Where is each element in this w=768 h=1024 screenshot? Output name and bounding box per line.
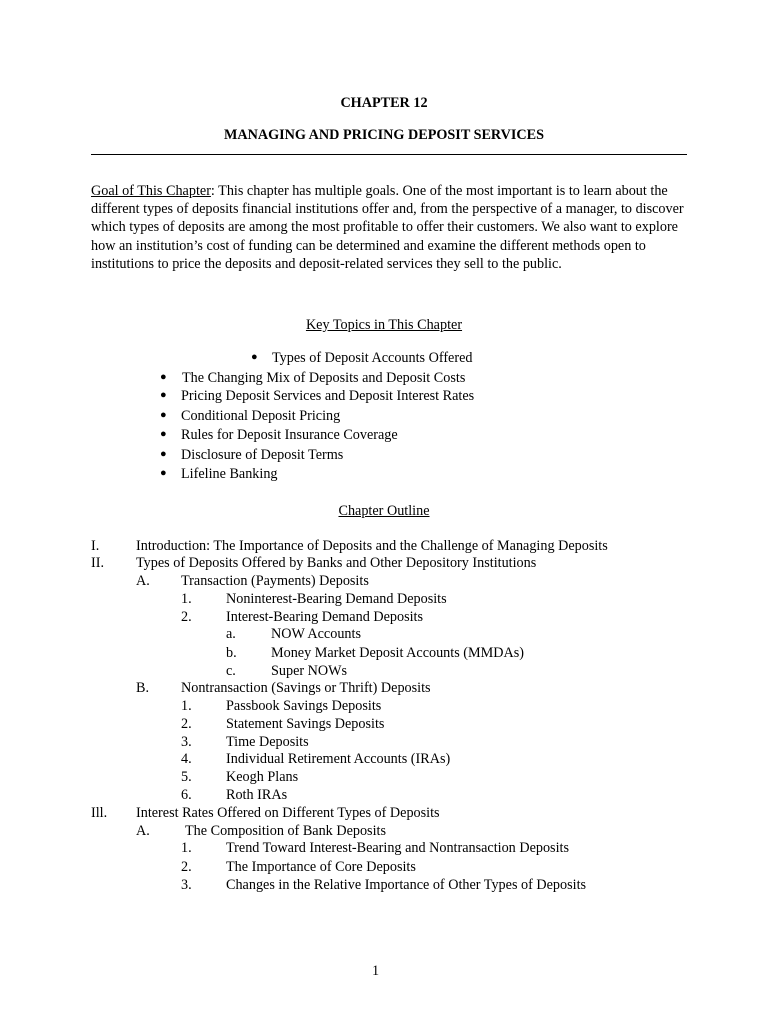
outline-item: Passbook Savings Deposits: [226, 698, 382, 714]
outline-number: 3.: [181, 734, 192, 750]
outline-number: B.: [136, 680, 150, 696]
outline-item: The Importance of Core Deposits: [226, 859, 416, 875]
outline-item: Types of Deposits Offered by Banks and Other Depository Institutions: [136, 555, 537, 571]
page-number: 1: [372, 963, 380, 979]
bullet-icon: ●: [160, 467, 167, 479]
key-topic-item: The Changing Mix of Deposits and Deposit Costs: [182, 370, 466, 386]
bullet-icon: ●: [160, 428, 167, 440]
key-topics-heading: Key Topics in This Chapter: [305, 317, 463, 333]
outline-item: Introduction: The Importance of Deposits and the Challenge of Managing Deposits: [136, 538, 608, 554]
outline-item: NOW Accounts: [271, 626, 361, 642]
key-topic-item: Rules for Deposit Insurance Coverage: [181, 427, 398, 443]
outline-item: Changes in the Relative Importance of Other Types of Deposits: [226, 877, 587, 893]
outline-item: Trend Toward Interest-Bearing and Nontransaction Deposits: [226, 840, 569, 856]
outline-number: Ill.: [91, 805, 108, 821]
chapter-outline-heading: Chapter Outline: [338, 503, 430, 519]
outline-item: Noninterest-Bearing Demand Deposits: [226, 591, 447, 607]
outline-number: 2.: [181, 859, 192, 875]
outline-item: Statement Savings Deposits: [226, 716, 385, 732]
outline-number: c.: [226, 663, 236, 679]
outline-item: Money Market Deposit Accounts (MMDAs): [271, 645, 524, 661]
outline-number: II.: [91, 555, 104, 571]
outline-item: Nontransaction (Savings or Thrift) Deposits: [181, 680, 431, 696]
key-topic-item: Pricing Deposit Services and Deposit Interest Rates: [181, 388, 475, 404]
goal-paragraph: [91, 182, 691, 273]
outline-number: 1.: [181, 840, 192, 856]
outline-number: 3.: [181, 877, 192, 893]
outline-number: 2.: [181, 609, 192, 625]
key-topic-item: Conditional Deposit Pricing: [181, 408, 341, 424]
goal-label: Goal of This Chapter: [91, 183, 211, 199]
key-topic-item: Lifeline Banking: [181, 466, 278, 482]
outline-number: 1.: [181, 698, 192, 714]
outline-number: 6.: [181, 787, 192, 803]
bullet-icon: ●: [160, 371, 167, 383]
outline-item: Super NOWs: [271, 663, 348, 679]
outline-number: 5.: [181, 769, 192, 785]
outline-item: The Composition of Bank Deposits: [185, 823, 386, 839]
outline-item: Roth IRAs: [226, 787, 288, 803]
chapter-number: CHAPTER 12: [340, 95, 428, 111]
outline-item: Interest Rates Offered on Different Types of Deposits: [136, 805, 440, 821]
outline-number: I.: [91, 538, 100, 554]
bullet-icon: ●: [160, 409, 167, 421]
title-divider: [91, 154, 687, 155]
outline-number: 4.: [181, 751, 192, 767]
outline-item: Time Deposits: [226, 734, 309, 750]
outline-number: 1.: [181, 591, 192, 607]
outline-item: Transaction (Payments) Deposits: [181, 573, 369, 589]
outline-number: a.: [226, 626, 236, 642]
outline-number: 2.: [181, 716, 192, 732]
bullet-icon: ●: [251, 351, 258, 363]
bullet-icon: ●: [160, 448, 167, 460]
chapter-title: MANAGING AND PRICING DEPOSIT SERVICES: [223, 127, 545, 143]
outline-number: b.: [226, 645, 237, 661]
outline-item: Individual Retirement Accounts (IRAs): [226, 751, 451, 767]
bullet-icon: ●: [160, 389, 167, 401]
outline-item: Interest-Bearing Demand Deposits: [226, 609, 423, 625]
key-topic-item: Types of Deposit Accounts Offered: [272, 350, 473, 366]
outline-number: A.: [136, 823, 150, 839]
outline-item: Keogh Plans: [226, 769, 299, 785]
key-topic-item: Disclosure of Deposit Terms: [181, 447, 344, 463]
goal-text: : This chapter has multiple goals. One of the most important is to learn about the different types of deposits financial institutions offer and, from the perspective of a manager, to discover which types of deposits are among the most profitable to offer their customers. We also want to explore how an institution’s cost of funding can be determined and examine the different methods open to institutions to price the deposits and deposit-related services they sell to the public.: [91, 183, 684, 272]
outline-number: A.: [136, 573, 150, 589]
